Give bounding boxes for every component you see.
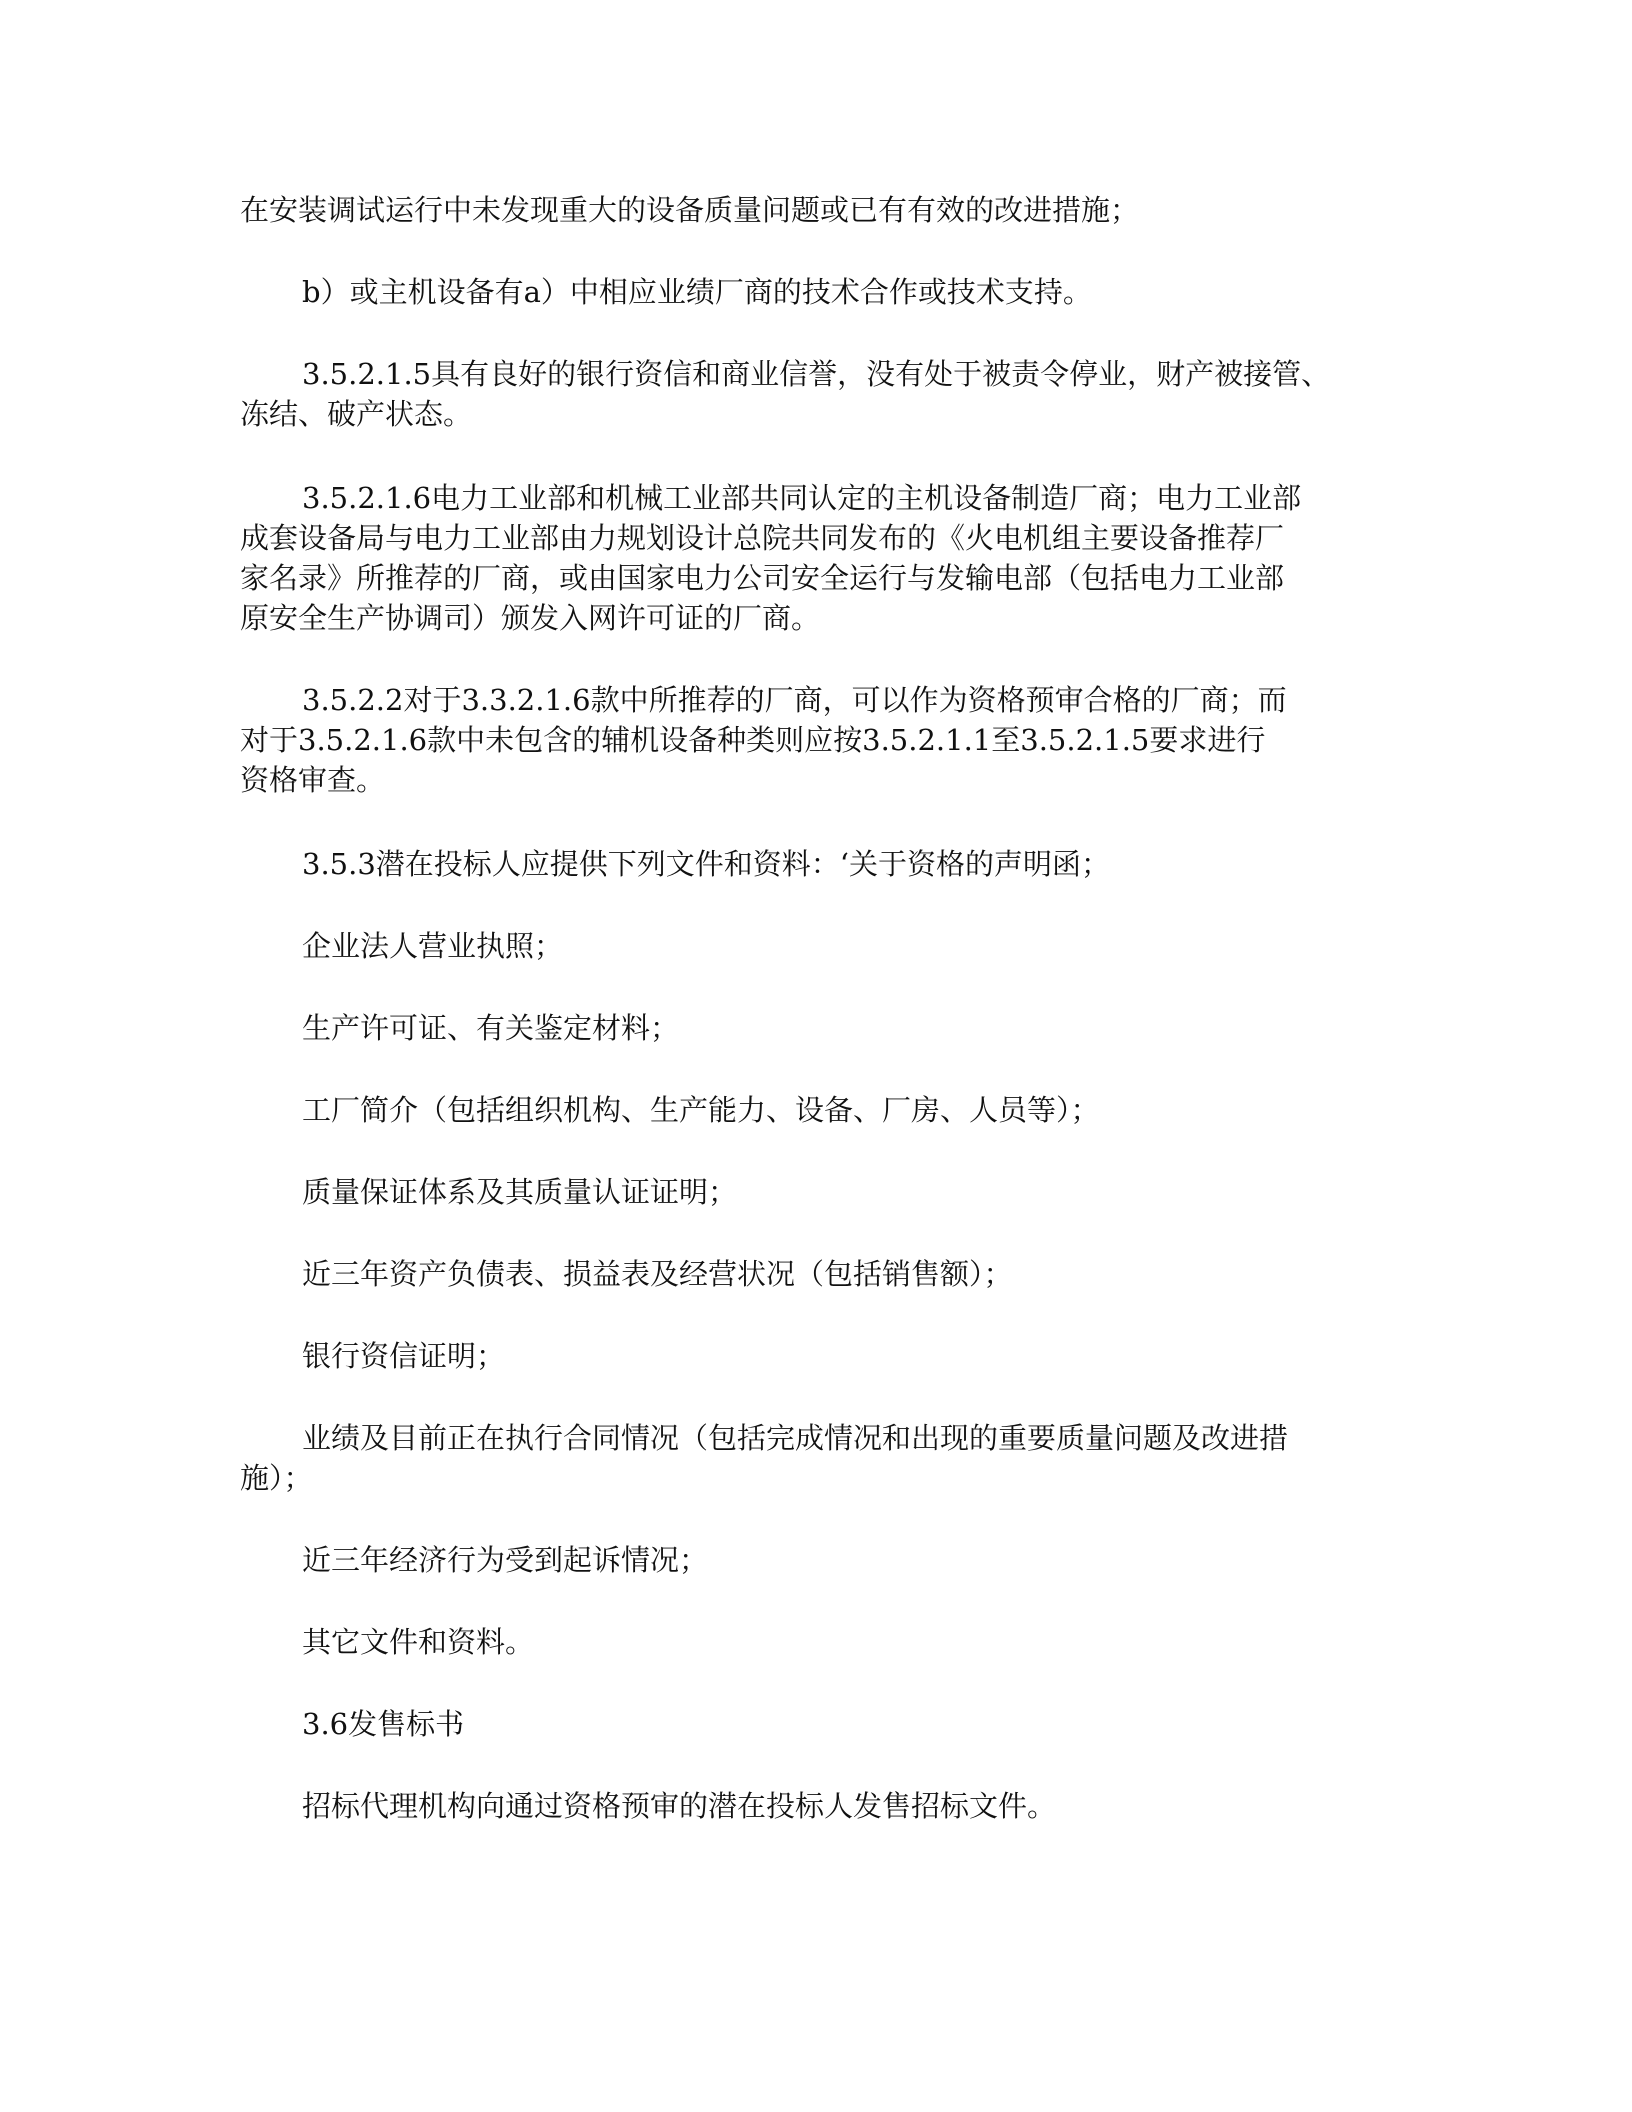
text-line: 企业法人营业执照； — [302, 929, 564, 963]
paragraph-3-5-2-2 — [240, 680, 1390, 800]
text-line: 冻结、破产状态。 — [240, 397, 473, 431]
paragraph-3-5-3 — [240, 844, 1390, 884]
list-item — [240, 1540, 1390, 1580]
text-line: 原安全生产协调司）颁发入网许可证的厂商。 — [240, 601, 821, 635]
text-line: 质量保证体系及其质量认证证明； — [302, 1175, 738, 1209]
text-line: 3.5.3潜在投标人应提供下列文件和资料：‘关于资格的声明函； — [302, 847, 1111, 881]
paragraph-sale-of-documents — [240, 1786, 1390, 1826]
text-line: 3.5.2.1.5具有良好的银行资信和商业信誉，没有处于被责令停业，财产被接管、 — [302, 357, 1331, 391]
paragraph-continuation — [240, 190, 1390, 230]
text-line: 业绩及目前正在执行合同情况（包括完成情况和出现的重要质量问题及改进措 — [302, 1421, 1289, 1455]
text-line: 对于3.5.2.1.6款中未包含的辅机设备种类则应按3.5.2.1.1至3.5.2.1.5要求进行 — [240, 723, 1266, 757]
list-item — [240, 1090, 1390, 1130]
text-line: 其它文件和资料。 — [302, 1625, 535, 1659]
list-item — [240, 1008, 1390, 1048]
text-line: 近三年资产负债表、损益表及经营状况（包括销售额）； — [302, 1257, 1013, 1291]
text-line: 银行资信证明； — [302, 1339, 506, 1373]
text-line: 3.6发售标书 — [302, 1707, 465, 1741]
list-item — [240, 1418, 1390, 1498]
text-line: 生产许可证、有关鉴定材料； — [302, 1011, 680, 1045]
text-line: 家名录》所推荐的厂商，或由国家电力公司安全运行与发输电部（包括电力工业部 — [240, 561, 1285, 595]
section-heading-3-6 — [240, 1704, 1390, 1744]
paragraph-item-b — [240, 272, 1390, 312]
text-line: 3.5.2.2对于3.3.2.1.6款中所推荐的厂商，可以作为资格预审合格的厂商；而 — [302, 683, 1287, 717]
text-line: b）或主机设备有a）中相应业绩厂商的技术合作或技术支持。 — [302, 275, 1092, 309]
text-line: 成套设备局与电力工业部由力规划设计总院共同发布的《火电机组主要设备推荐厂 — [240, 521, 1285, 555]
list-item — [240, 1622, 1390, 1662]
paragraph-3-5-2-1-6 — [240, 478, 1390, 638]
text-line: 资格审查。 — [240, 763, 386, 797]
text-line: 工厂简介（包括组织机构、生产能力、设备、厂房、人员等）； — [302, 1093, 1100, 1127]
text-line: 在安装调试运行中未发现重大的设备质量问题或已有有效的改进措施； — [240, 193, 1140, 227]
text-line: 近三年经济行为受到起诉情况； — [302, 1543, 709, 1577]
list-item — [240, 1254, 1390, 1294]
text-line: 施）； — [240, 1461, 313, 1495]
list-item — [240, 1172, 1390, 1212]
text-line: 招标代理机构向通过资格预审的潜在投标人发售招标文件。 — [302, 1789, 1057, 1823]
list-item — [240, 926, 1390, 966]
list-item — [240, 1336, 1390, 1376]
text-line: 3.5.2.1.6电力工业部和机械工业部共同认定的主机设备制造厂商；电力工业部 — [302, 481, 1302, 515]
paragraph-3-5-2-1-5 — [240, 354, 1390, 434]
